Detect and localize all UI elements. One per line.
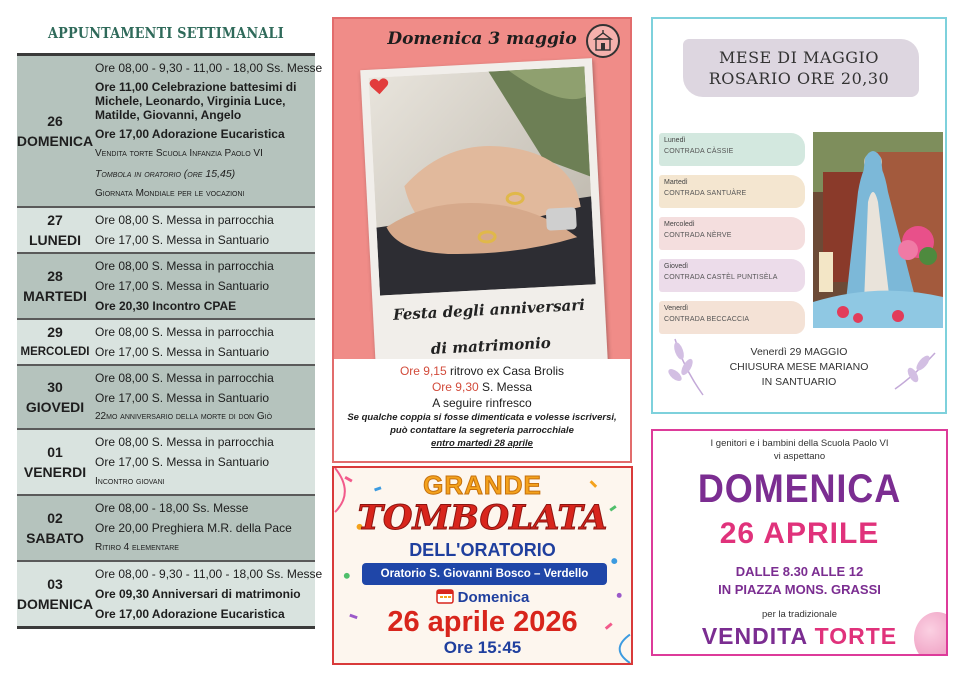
schedule-entry: Ore 08,00 S. Messa in parrocchia	[95, 325, 274, 339]
anniversary-details: Ore 9,15 ritrovo ex Casa Brolis Ore 9,30 S. Messa A seguire rinfresco Se qualche coppia si fosse dimenticata e volesse iscriversi, può contattare la segreteria parrocchiale entro martedì 28 aprile	[334, 359, 630, 461]
schedule-entry: Tombola in oratorio (ore 15,45)	[95, 168, 236, 180]
calendar-icon	[436, 588, 454, 604]
anniversary-caption: Festa degli anniversari di matrimonio	[392, 295, 586, 358]
day-label	[17, 208, 93, 252]
anniversary-panel	[332, 17, 632, 463]
schedule-row	[16, 562, 323, 626]
day-number: 26	[47, 113, 63, 129]
day-number: 28	[47, 268, 63, 284]
contrada-day: Giovedì	[664, 263, 689, 270]
day-name: DOMENICA	[16, 596, 94, 612]
torte-title: VENDITA TORTE	[701, 623, 898, 649]
day-name: LUNEDI	[28, 232, 82, 248]
day-number: 30	[47, 379, 63, 395]
schedule-row	[16, 56, 323, 208]
tombolata-date: 26 aprile 2026	[387, 606, 578, 638]
contrada-item	[659, 259, 805, 292]
contrada-day: Lunedì	[664, 137, 686, 144]
schedule-entry: Ore 08,00 S. Messa in parrocchia	[95, 435, 274, 449]
schedule-row	[17, 430, 315, 496]
contrada-item	[659, 175, 805, 208]
heart-icon	[369, 77, 390, 96]
day-number: 27	[47, 212, 63, 228]
tombolata-day: Domenica	[334, 588, 631, 606]
schedule-entry: Ore 09,30 Anniversari di matrimonio	[95, 587, 301, 601]
day-number: 29	[47, 324, 63, 340]
schedule-row	[17, 208, 315, 254]
torte-time-place: DALLE 8.30 ALLE 12 IN PIAZZA MONS. GRASSI	[718, 564, 881, 597]
day-label	[17, 562, 93, 626]
schedule-table	[16, 53, 323, 629]
schedule-entry: Ore 08,00 S. Messa in parrocchia	[95, 213, 274, 227]
torte-date: 26 APRILE	[719, 517, 880, 550]
day-number: 03	[47, 576, 63, 592]
day-name: SABATO	[26, 530, 84, 546]
contrada-item	[659, 217, 805, 250]
schedule-row	[17, 496, 315, 562]
time-9-30: Ore 9,30	[431, 380, 479, 394]
schedule-title: APPUNTAMENTI SETTIMANALI	[48, 24, 284, 42]
schedule-entry: Ore 20,30 Incontro CPAE	[95, 299, 237, 313]
schedule-entry: Vendita torte Scuola Infanzia Paolo VI	[95, 148, 263, 159]
tombolata-grande: GRANDE	[423, 470, 542, 500]
tombolata-subtitle: DELL'ORATORIO	[409, 540, 556, 560]
schedule-entry: Ore 08,00 S. Messa in parrocchia	[95, 259, 274, 273]
contrada-day: Mercoledì	[664, 221, 695, 228]
rosario-closing: Venerdì 29 MAGGIO CHIUSURA MESE MARIANO IN SANTUARIO	[729, 346, 869, 388]
oratorio-banner: Oratorio S. Giovanni Bosco – Verdello	[362, 563, 607, 585]
day-number: 02	[47, 510, 63, 526]
contrada-name: CONTRADA BECCACCIA	[664, 316, 750, 323]
day-name: VENERDI	[23, 464, 87, 480]
day-label	[17, 496, 93, 560]
contrada-name: CONTRADA NÈRVE	[664, 232, 732, 239]
contrada-name: CONTRADA CASTÈL PUNTISÈLA	[664, 274, 778, 281]
day-number: 01	[47, 444, 63, 460]
schedule-row	[17, 254, 315, 320]
schedule-entry: Ore 08,00 S. Messa in parrocchia	[95, 371, 274, 385]
day-name: DOMENICA	[16, 133, 94, 149]
schedule-row	[17, 366, 315, 430]
contrada-day: Martedì	[664, 179, 688, 186]
wedding-photo-frame	[360, 58, 608, 373]
vendita-torte-panel	[651, 429, 948, 656]
rosario-panel	[651, 17, 947, 414]
contrade-list	[659, 133, 805, 343]
schedule-entry: Ore 17,00 S. Messa in Santuario	[95, 455, 270, 469]
schedule-entry: Ore 17,00 Adorazione Eucaristica	[95, 127, 285, 141]
contrada-name: CONTRADA SANTUÀRE	[664, 190, 747, 197]
schedule-entry: Ore 08,00 - 9,30 - 11,00 - 18,00 Ss. Messe	[95, 61, 323, 75]
torte-day: DOMENICA	[697, 467, 902, 511]
note-line-2: può contattare la segreteria parrocchiale	[390, 425, 574, 436]
schedule-entry: 22mo anniversario della morte di don Giò	[95, 411, 273, 422]
time-9-15: Ore 9,15	[399, 364, 447, 378]
schedule-entry: Ore 17,00 S. Messa in Santuario	[95, 391, 270, 405]
note-deadline: entro martedì 28 aprile	[431, 438, 533, 449]
schedule-entry: Ore 08,00 - 18,00 Ss. Messe	[95, 501, 249, 515]
tombolata-title: TOMBOLATA	[357, 498, 608, 538]
schedule-entry: Ore 17,00 S. Messa in Santuario	[95, 233, 270, 247]
weekly-schedule	[16, 18, 323, 668]
schedule-entry: Ore 17,00 S. Messa in Santuario	[95, 345, 270, 359]
day-label	[17, 320, 93, 364]
day-name: MARTEDI	[23, 288, 87, 304]
schedule-row	[17, 320, 315, 366]
day-label	[17, 366, 93, 428]
schedule-entry: Ore 11,00 Celebrazione battesimi di Michele, Leonardo, Virginia Luce, Matilde, Giovanni, Angelo	[95, 80, 297, 122]
schedule-entry: Giornata Mondiale per le vocazioni	[95, 188, 245, 199]
day-label	[17, 430, 93, 494]
day-label	[17, 56, 93, 206]
madonna-statue-image	[813, 132, 943, 328]
anniversary-heading: Domenica 3 maggio	[387, 29, 577, 49]
day-name: MERCOLEDI	[20, 346, 90, 358]
day-name: GIOVEDI	[25, 399, 85, 415]
schedule-entry: Ore 17,00 S. Messa in Santuario	[95, 279, 270, 293]
tombolata-panel	[332, 466, 633, 665]
schedule-entry: Ore 17,00 Adorazione Eucaristica	[95, 607, 285, 621]
refreshment-line: A seguire rinfresco	[432, 396, 532, 410]
rosario-title: MESE DI MAGGIO ROSARIO ORE 20,30	[708, 48, 890, 88]
church-icon	[586, 24, 620, 58]
tombolata-time: Ore 15:45	[443, 638, 522, 657]
contrada-day: Venerdì	[664, 305, 689, 312]
schedule-entry: Ore 08,00 - 9,30 - 11,00 - 18,00 Ss. Messe	[95, 567, 323, 581]
contrada-name: CONTRADA CÀSSIE	[664, 148, 734, 155]
wedding-hands-image	[369, 67, 596, 296]
torte-per: per la tradizionale	[762, 609, 837, 620]
contrada-item	[659, 301, 805, 334]
schedule-entry: Ritiro 4 elementare	[95, 542, 179, 553]
note-line-1: Se qualche coppia si fosse dimenticata e volesse iscriversi,	[347, 412, 617, 423]
schedule-entry: Incontro giovani	[95, 476, 165, 487]
day-label	[17, 254, 93, 318]
contrada-item	[659, 133, 805, 166]
torte-intro: I genitori e i bambini della Scuola Paolo VI vi aspettano	[710, 438, 889, 462]
schedule-entry: Ore 20,00 Preghiera M.R. della Pace	[95, 521, 292, 535]
